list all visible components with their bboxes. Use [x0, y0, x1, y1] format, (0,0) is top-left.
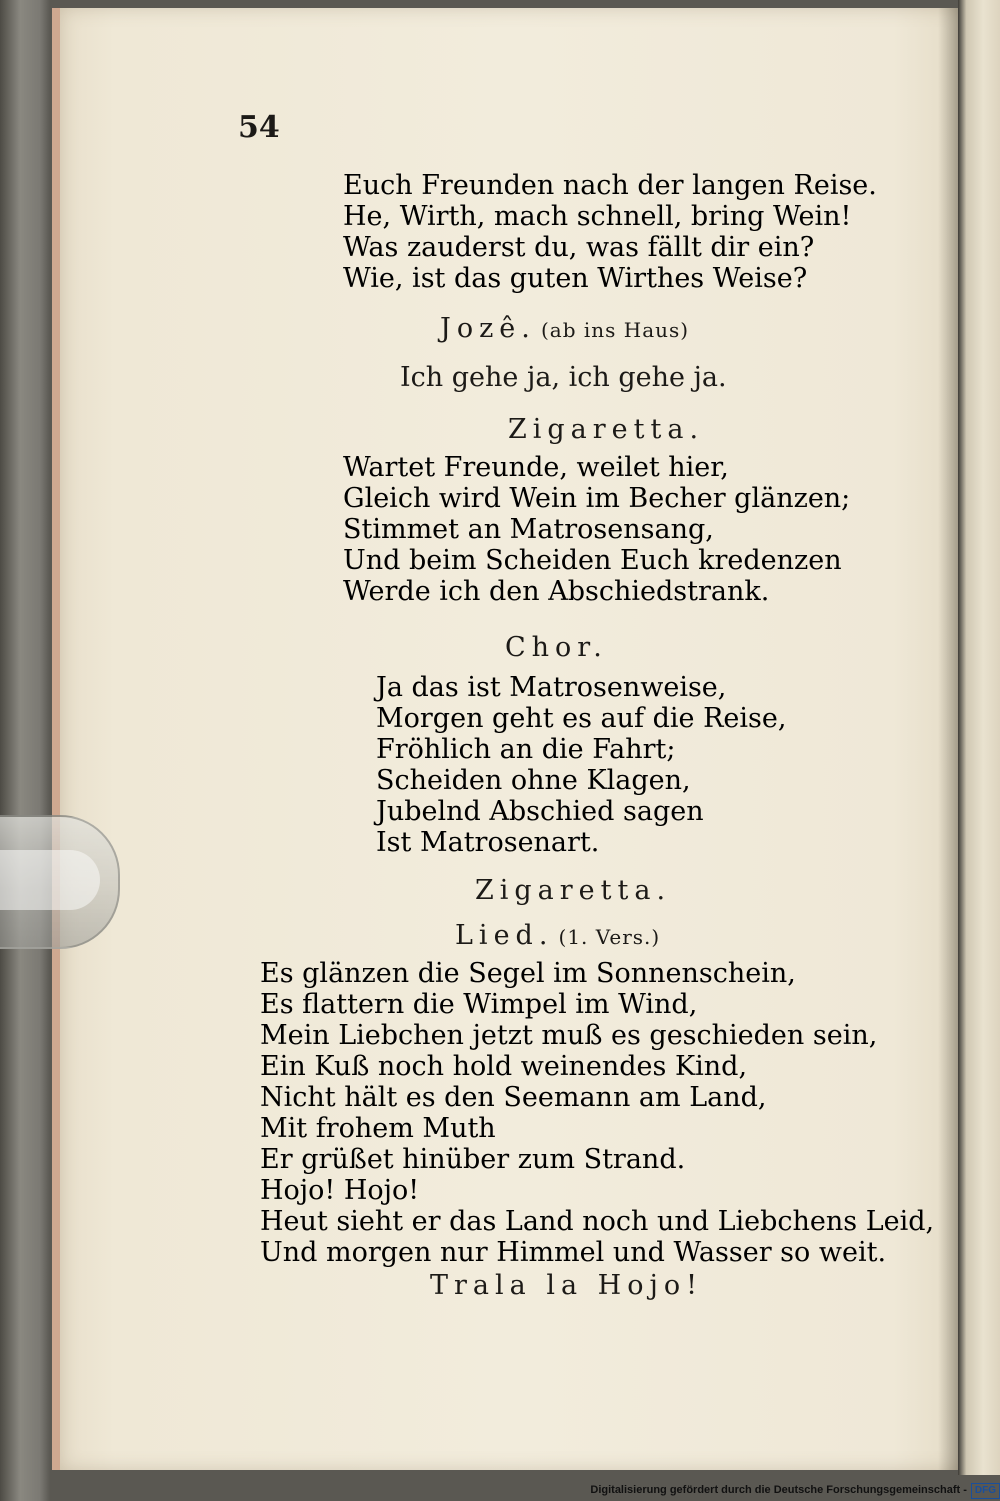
- verse-line: Stimmet an Matrosensang,: [343, 514, 714, 545]
- facing-page-edge: [958, 0, 1000, 1475]
- speaker-chor: Chor.: [505, 632, 608, 663]
- stanza-1: [343, 170, 877, 294]
- verse-line: Fröhlich an die Fahrt;: [376, 734, 676, 765]
- verse-line: Wie, ist das guten Wirthes Weise?: [343, 263, 808, 294]
- page-holder-clip-highlight: [0, 850, 100, 910]
- verse-line: He, Wirth, mach schnell, bring Wein!: [343, 201, 852, 232]
- verse-line: Mit frohem Muth: [260, 1113, 496, 1144]
- verse-line: Ist Matrosenart.: [376, 827, 600, 858]
- verse-line: Es flattern die Wimpel im Wind,: [260, 989, 698, 1020]
- stanza-2: [343, 452, 850, 607]
- verse-line: Euch Freunden nach der langen Reise.: [343, 170, 877, 201]
- verse-line: Nicht hält es den Seemann am Land,: [260, 1082, 767, 1113]
- stanza-4: [260, 958, 934, 1268]
- refrain: Trala la Hojo!: [430, 1270, 703, 1301]
- verse-line: Scheiden ohne Klagen,: [376, 765, 691, 796]
- song-header: [455, 920, 660, 951]
- verse-line: Heut sieht er das Land noch und Liebchens Leid,: [260, 1206, 935, 1237]
- verse-line: Und beim Scheiden Euch kredenzen: [343, 545, 842, 576]
- verse-line: Mein Liebchen jetzt muß es geschieden sein,: [260, 1020, 878, 1051]
- verse-line: Ja das ist Matrosenweise,: [376, 672, 727, 703]
- verse-line: Es glänzen die Segel im Sonnenschein,: [260, 958, 796, 989]
- verse-line: Jubelnd Abschied sagen: [376, 796, 704, 827]
- speaker-name: Jozê.: [440, 313, 536, 344]
- verse-line: Hojo! Hojo!: [260, 1175, 420, 1206]
- speaker-zigaretta-2: Zigaretta.: [475, 875, 672, 906]
- page-number: 54: [238, 110, 280, 145]
- footer-text: Digitalisierung gefördert durch die Deutsche Forschungsgemeinschaft -: [590, 1484, 967, 1496]
- verse-line: Wartet Freunde, weilet hier,: [343, 452, 729, 483]
- joze-line: Ich gehe ja, ich gehe ja.: [400, 362, 727, 393]
- verse-line: Was zauderst du, was fällt dir ein?: [343, 232, 815, 263]
- verse-line: Gleich wird Wein im Becher glänzen;: [343, 483, 851, 514]
- verse-line: Werde ich den Abschiedstrank.: [343, 576, 770, 607]
- stage-direction: (ab ins Haus): [540, 318, 690, 342]
- stanza-3: [376, 672, 786, 858]
- digitization-footer: [580, 1479, 1000, 1501]
- speaker-joze: [440, 313, 689, 344]
- song-title: Lied.: [455, 920, 554, 951]
- song-verse-number: (1. Vers.): [558, 925, 661, 949]
- dfg-logo: DFG: [971, 1483, 1000, 1499]
- verse-line: Ein Kuß noch hold weinendes Kind,: [260, 1051, 748, 1082]
- speaker-zigaretta: Zigaretta.: [508, 414, 705, 445]
- gutter-shadow: [938, 8, 960, 1470]
- verse-line: Morgen geht es auf die Reise,: [376, 703, 787, 734]
- verse-line: Er grüßet hinüber zum Strand.: [260, 1144, 686, 1175]
- verse-line: Und morgen nur Himmel und Wasser so weit.: [260, 1237, 887, 1268]
